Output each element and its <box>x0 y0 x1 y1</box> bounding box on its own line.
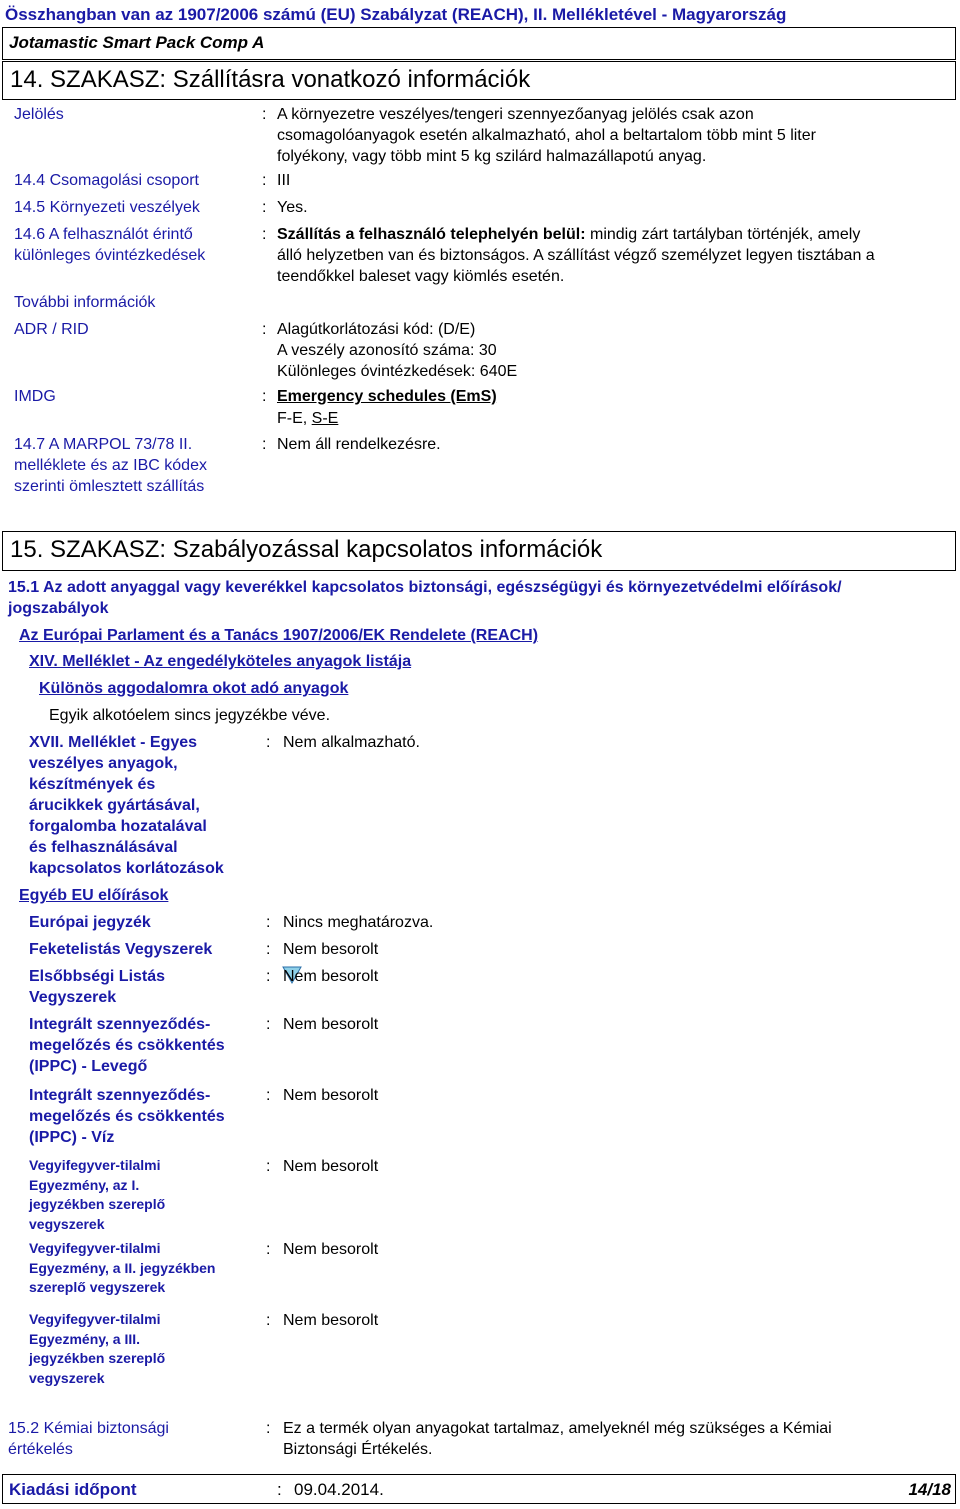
svhc-text: Egyik alkotóelem sincs jegyzékbe véve. <box>49 707 331 724</box>
colon: : <box>277 1480 282 1499</box>
row-ippc-air-value: Nem besorolt <box>283 1016 379 1033</box>
adr-rid-label: ADR / RID <box>14 321 89 338</box>
env-hazard-label: 14.5 Környezeti veszélyek <box>14 199 200 216</box>
row-cwc-3-label-4: vegyszerek <box>29 1369 105 1386</box>
section-14-title: 14. SZAKASZ: Szállításra vonatkozó információk <box>10 66 531 93</box>
row-cwc-2-value: Nem besorolt <box>283 1241 379 1258</box>
issue-date-label: Kiadási időpont <box>9 1480 137 1499</box>
row-cwc-3-label-2: Egyezmény, a III. <box>29 1330 141 1347</box>
colon: : <box>266 1420 271 1437</box>
annex-17-label-4: árucikkek gyártásával, <box>29 797 200 814</box>
colon: : <box>262 199 267 216</box>
colon: : <box>262 436 267 453</box>
special-precautions-line-1 <box>277 224 860 245</box>
annex-17-label-7: kapcsolatos korlátozások <box>29 860 224 877</box>
marpol-label-3: szerinti ömlesztett szállítás <box>14 478 205 495</box>
sub-15-1-line-1: 15.1 Az adott anyaggal vagy keverékkel kapcsolatos biztonsági, egészségügyi és környezetvédelmi előírások/ <box>8 579 842 596</box>
annex-14-link[interactable]: XIV. Melléklet - Az engedélyköteles anyagok listája <box>29 653 412 670</box>
csa-label-2: értékelés <box>8 1441 73 1458</box>
colon: : <box>262 226 267 243</box>
product-name-box <box>2 27 956 60</box>
row-cwc-2-label-3: szereplő vegyszerek <box>29 1279 166 1295</box>
row-ippc-air-label-2: megelőzés és csökkentés <box>29 1037 225 1054</box>
row-priority-label-1: Elsőbbségi Listás <box>29 968 166 985</box>
jeloles-label: Jelölés <box>14 106 64 123</box>
colon: : <box>266 941 271 958</box>
colon: : <box>266 1241 271 1258</box>
imdg-ems-link[interactable]: Emergency schedules (EmS) <box>277 388 497 405</box>
special-precautions-label-2: különleges óvintézkedések <box>14 247 206 264</box>
colon: : <box>262 321 267 338</box>
row-blacklist-label: Feketelistás Vegyszerek <box>29 941 213 958</box>
annex-17-label-3: készítmények és <box>29 776 156 793</box>
row-cwc-1-label-2: Egyezmény, az I. <box>29 1176 140 1193</box>
row-cwc-3-label-3: jegyzékben szereplő <box>29 1350 166 1366</box>
reach-link[interactable]: Az Európai Parlament és a Tanács 1907/2006/EK Rendelete (REACH) <box>19 627 539 644</box>
row-european-inventory-label: Európai jegyzék <box>29 914 151 931</box>
row-cwc-2-label-1: Vegyifegyver-tilalmi <box>29 1240 161 1256</box>
colon: : <box>266 1087 271 1104</box>
csa-value-2: Biztonsági Értékelés. <box>283 1441 433 1458</box>
row-european-inventory-value: Nincs meghatározva. <box>283 914 434 931</box>
imdg-se-link[interactable]: S-E <box>311 410 339 427</box>
colon: : <box>266 1158 271 1175</box>
colon: : <box>266 1312 271 1329</box>
colon: : <box>266 914 271 931</box>
special-precautions-line-3: teendőkkel baleset vagy kiömlés esetén. <box>277 268 565 285</box>
adr-line-3: Különleges óvintézkedések: 640E <box>277 363 518 380</box>
colon: : <box>266 1016 271 1033</box>
regulation-header: Összhangban van az 1907/2006 számú (EU) Szabályzat (REACH), II. Mellékletével - Magyarország <box>5 5 787 24</box>
jeloles-line-2: csomagolóanyagok esetén alkalmazható, ahol a beltartalom több mint 5 liter <box>277 127 816 144</box>
special-precautions-bold: Szállítás a felhasználó telephelyén belül: <box>277 226 586 243</box>
packing-group-label: 14.4 Csomagolási csoport <box>14 172 199 189</box>
row-priority-value: Nem besorolt <box>283 968 379 985</box>
imdg-fe: F-E, <box>277 410 308 427</box>
imdg-label: IMDG <box>14 388 56 405</box>
row-cwc-1-label-1: Vegyifegyver-tilalmi <box>29 1157 161 1173</box>
row-cwc-3-value: Nem besorolt <box>283 1312 379 1329</box>
row-ippc-water-value: Nem besorolt <box>283 1087 379 1104</box>
marpol-label-1: 14.7 A MARPOL 73/78 II. <box>14 436 193 453</box>
row-ippc-water-label-2: megelőzés és csökkentés <box>29 1108 225 1125</box>
further-info-label: További információk <box>14 294 156 311</box>
adr-line-2: A veszély azonosító száma: 30 <box>277 342 497 359</box>
marpol-value: Nem áll rendelkezésre. <box>277 436 441 453</box>
annex-17-label-6: és felhasználásával <box>29 839 178 856</box>
annex-17-label-2: veszélyes anyagok, <box>29 755 178 772</box>
row-ippc-water-label-3: (IPPC) - Víz <box>29 1129 115 1146</box>
annex-17-label-1: XVII. Melléklet - Egyes <box>29 734 198 751</box>
page-number: 14/18 <box>908 1480 951 1499</box>
product-name: Jotamastic Smart Pack Comp A <box>9 33 265 52</box>
special-precautions-text: mindig zárt tartályban történjék, amely <box>585 226 861 243</box>
row-cwc-2-label-2: Egyezmény, a II. jegyzékben <box>29 1259 216 1276</box>
annex-17-value: Nem alkalmazható. <box>283 734 420 751</box>
colon: : <box>262 106 267 123</box>
row-ippc-air-label-3: (IPPC) - Levegő <box>29 1058 148 1075</box>
row-ippc-water-label-1: Integrált szennyeződés- <box>29 1087 211 1104</box>
marpol-label-2: melléklete és az IBC kódex <box>14 457 207 474</box>
row-cwc-1-label-3: jegyzékben szereplő <box>29 1196 166 1212</box>
imdg-codes <box>277 408 338 429</box>
jeloles-line-1: A környezetre veszélyes/tengeri szennyezőanyag jelölés csak azon <box>277 106 754 123</box>
packing-group-value: III <box>277 172 291 189</box>
footer-box <box>2 1474 956 1504</box>
colon: : <box>262 388 267 405</box>
colon: : <box>266 734 271 751</box>
sub-15-1-line-2: jogszabályok <box>8 600 109 617</box>
annex-17-label-5: forgalomba hozatalával <box>29 818 207 835</box>
svhc-link[interactable]: Különös aggodalomra okot adó anyagok <box>39 680 349 697</box>
jeloles-line-3: folyékony, vagy több mint 5 kg szilárd halmazállapotú anyag. <box>277 148 707 165</box>
issue-date-value: 09.04.2014. <box>294 1480 384 1499</box>
section-15-title: 15. SZAKASZ: Szabályozással kapcsolatos információk <box>10 536 603 563</box>
section-14-title-box <box>2 61 956 100</box>
row-cwc-1-value: Nem besorolt <box>283 1158 379 1175</box>
colon: : <box>266 968 271 985</box>
row-ippc-air-label-1: Integrált szennyeződés- <box>29 1016 211 1033</box>
adr-line-1: Alagútkorlátozási kód: (D/E) <box>277 321 476 338</box>
section-15-title-box <box>2 531 956 571</box>
special-precautions-label-1: 14.6 A felhasználót érintő <box>14 226 193 243</box>
other-eu-link[interactable]: Egyéb EU előírások <box>19 887 169 904</box>
row-blacklist-value: Nem besorolt <box>283 941 379 958</box>
special-precautions-line-2: álló helyzetben van és biztonságos. A szállítást végző személyzet legyen tisztában a <box>277 247 875 264</box>
csa-value-1: Ez a termék olyan anyagokat tartalmaz, amelyeknél még szükséges a Kémiai <box>283 1420 832 1437</box>
row-priority-label-2: Vegyszerek <box>29 989 117 1006</box>
row-cwc-1-label-4: vegyszerek <box>29 1215 105 1232</box>
csa-label-1: 15.2 Kémiai biztonsági <box>8 1420 169 1437</box>
env-hazard-value: Yes. <box>277 199 308 216</box>
row-cwc-3-label-1: Vegyifegyver-tilalmi <box>29 1311 161 1327</box>
colon: : <box>262 172 267 189</box>
